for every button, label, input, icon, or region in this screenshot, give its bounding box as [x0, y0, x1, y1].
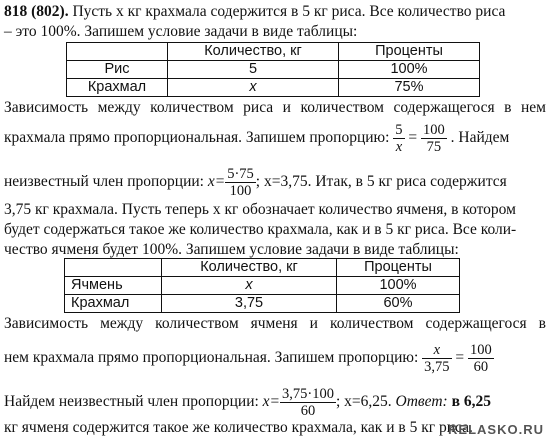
para2-line6: чество ячменя будет 100%. Запишем условие задачи в виде таблицы:: [4, 241, 459, 258]
problem-number: 818 (802).: [4, 3, 69, 20]
table-header-cell: [67, 43, 168, 61]
table-header-cell: Количество, кг: [168, 43, 339, 61]
table-cell: 100%: [339, 61, 480, 79]
table-cell: x: [168, 79, 339, 97]
proportion-fraction-right: $\frac{100}{75}$: [423, 122, 445, 155]
table-header-cell: Проценты: [337, 259, 460, 277]
table-header-cell: Проценты: [339, 43, 480, 61]
watermark: RELASKO.RU: [448, 422, 544, 437]
table-row: [67, 61, 480, 79]
para2-line3: неизвестный член пропорции: x= $\frac{5\cdot 75}{100}$ ; x=3,75. Итак, в 5 кг риса содержится: [4, 166, 507, 199]
table-cell: 5: [168, 61, 339, 79]
para3-line2: нем крахмала прямо пропорциональная. Запишем пропорцию: $\frac{x}{3,75}$ = $\frac{100}{60}$: [4, 342, 492, 375]
table-header-cell: [65, 259, 162, 277]
proportion-fraction-left: $\frac{5}{x}$: [395, 122, 403, 155]
table-header-row: [65, 259, 460, 277]
table-row: [65, 295, 460, 313]
table-cell: x: [162, 277, 337, 295]
proportion-fraction-right: $\frac{100}{60}$: [470, 342, 492, 375]
table-row: [65, 277, 460, 295]
problem-intro-line1: 818 (802). Пусть x кг крахмала содержится в 5 кг риса. Все количество риса: [4, 3, 506, 20]
para2-line1: Зависимость между количеством риса и количеством содержащегося в нем: [4, 99, 546, 116]
proportion-fraction-left: $\frac{x}{3,75}$: [424, 342, 450, 375]
table-cell: 100%: [337, 277, 460, 295]
para2-line4: 3,75 кг крахмала. Пусть теперь x кг обозначает количество ячменя, в котором: [4, 201, 516, 218]
table-header-cell: Количество, кг: [162, 259, 337, 277]
formula-fraction: $\frac{3,75\cdot 100}{60}$: [282, 386, 334, 419]
table-cell: Крахмал: [65, 295, 162, 313]
table-cell: Рис: [67, 61, 168, 79]
para2-line2: крахмала прямо пропорциональная. Запишем пропорцию: $\frac{5}{x}$ = $\frac{100}{75}$ . Найдем: [4, 122, 510, 155]
table-cell: 60%: [337, 295, 460, 313]
table-header-row: [67, 43, 480, 61]
para3-line3: Найдем неизвестный член пропорции: x= $\frac{3,75\cdot 100}{60}$ ; x=6,25. Ответ: в 6,25: [4, 386, 491, 419]
answer-value: в 6,25: [451, 393, 491, 411]
table-cell: Крахмал: [67, 79, 168, 97]
para3-line1: Зависимость между количеством ячменя и количеством содержащегося в: [4, 315, 546, 332]
formula-fraction: $\frac{5\cdot 75}{100}$: [227, 166, 254, 199]
table-cell: 75%: [339, 79, 480, 97]
answer-label: Ответ:: [395, 393, 448, 411]
para2-line5: будет содержаться такое же количество крахмала, как и в 5 кг риса. Все коли-: [4, 221, 517, 238]
table-rice: [66, 42, 480, 97]
table-barley: [64, 258, 460, 313]
table-cell: Ячмень: [65, 277, 162, 295]
problem-intro-line2: – это 100%. Запишем условие задачи в виде таблицы:: [4, 23, 358, 40]
table-cell: 3,75: [162, 295, 337, 313]
table-row: [67, 79, 480, 97]
para3-line4: кг ячменя содержится такое же количество крахмала, как и в 5 кг риса.: [4, 419, 473, 436]
